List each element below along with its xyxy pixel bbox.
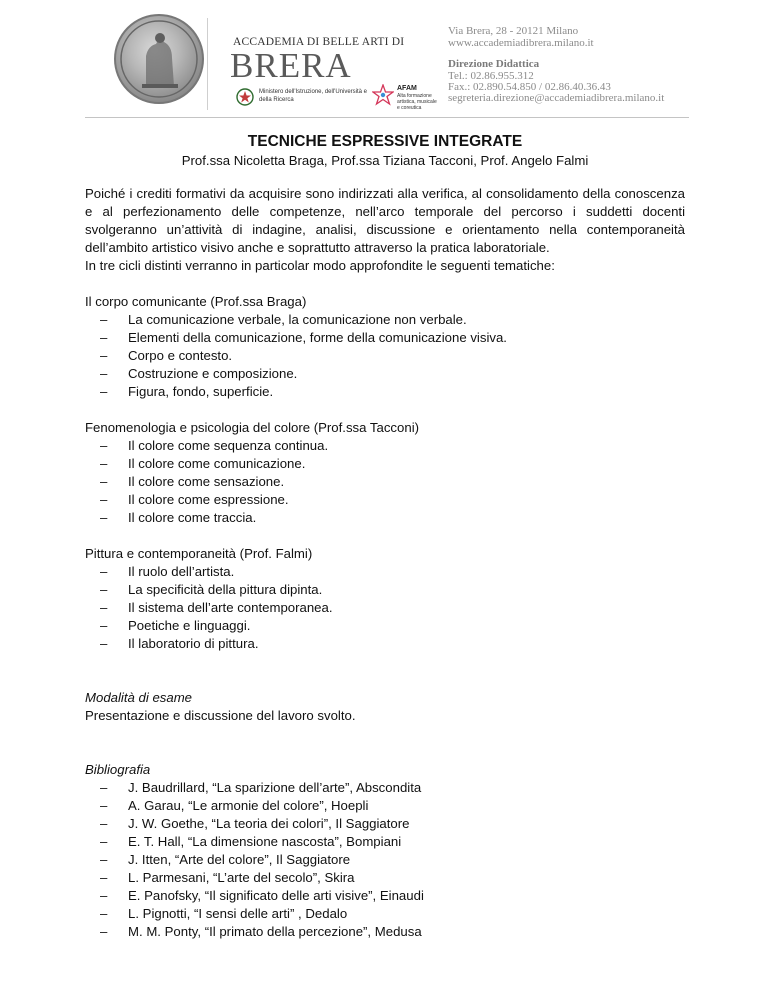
bibliography-item: – E. Panofsky, “Il significato delle arti visive”, Einaudi [85,887,685,905]
section-list [85,437,685,527]
professors-line: Prof.ssa Nicoletta Braga, Prof.ssa Tiziana Tacconi, Prof. Angelo Falmi [181,153,589,168]
bibliography-item: – J. W. Goethe, “La teoria dei colori”, Il Saggiatore [85,815,685,833]
bibliography-item: – L. Parmesani, “L’arte del secolo”, Skira [85,869,685,887]
list-item: – Il colore come traccia. [85,509,685,527]
afam-star-icon [372,84,394,106]
bibliography-item: – J. Baudrillard, “La sparizione dell’arte”, Abscondita [85,779,685,797]
afam-label: AFAM [397,85,417,92]
page-title: TECNICHE ESPRESSIVE INTEGRATE [247,133,523,150]
bibliography-list [85,779,685,941]
header-rule [85,117,689,118]
bibliography-item: – M. M. Ponty, “Il primato della percezione”, Medusa [85,923,685,941]
intro-paragraph-2: In tre cicli distinti verranno in particolar modo approfondite le seguenti tematiche: [85,258,555,273]
section-list [85,563,685,653]
spacer [85,725,685,761]
list-item: – Corpo e contesto. [85,347,685,365]
list-item: – Il laboratorio di pittura. [85,635,685,653]
list-item: – Il ruolo dell’artista. [85,563,685,581]
address: Via Brera, 28 - 20121 Milano [448,25,579,37]
academy-name: BRERA [230,46,352,85]
exam-heading: Modalità di esame [85,690,193,705]
list-item: – Il colore come comunicazione. [85,455,685,473]
list-item: – Il colore come sequenza continua. [85,437,685,455]
email: segreteria.direzione@accademiadibrera.milano.it [448,92,665,104]
academy-seal-logo [114,14,204,104]
bibliography-item: – E. T. Hall, “La dimensione nascosta”, Bompiani [85,833,685,851]
list-item: – Figura, fondo, superficie. [85,383,685,401]
bibliography-item: – A. Garau, “Le armonie del colore”, Hoepli [85,797,685,815]
bibliography-heading: Bibliografia [85,762,151,777]
list-item: – Il colore come espressione. [85,491,685,509]
bibliography-item: – L. Pignotti, “I sensi delle arti” , Dedalo [85,905,685,923]
bibliography-item: – J. Itten, “Arte del colore”, Il Saggiatore [85,851,685,869]
list-item: – Costruzione e composizione. [85,365,685,383]
document-body [85,130,685,959]
phone: Tel.: 02.86.955.312 [448,70,534,82]
list-item: – La comunicazione verbale, la comunicazione non verbale. [85,311,685,329]
section-heading: Fenomenologia e psicologia del colore (Prof.ssa Tacconi) [85,420,420,435]
academy-top-text: ACCADEMIA DI BELLE ARTI DI [233,36,405,48]
section-heading: Pittura e contemporaneità (Prof. Falmi) [85,546,313,561]
afam-subtitle: Alta formazione artistica, musicale e coreutica [397,93,437,111]
section-list [85,311,685,401]
header-divider [207,18,208,110]
exam-text: Presentazione e discussione del lavoro svolto. [85,708,356,723]
list-item: – Il colore come sensazione. [85,473,685,491]
ministry-text: Ministero dell'Istruzione, dell'Università e della Ricerca [259,89,368,103]
list-item: – Poetiche e linguaggi. [85,617,685,635]
list-item: – Elementi della comunicazione, forme della comunicazione visiva. [85,329,685,347]
list-item: – La specificità della pittura dipinta. [85,581,685,599]
website: www.accademiadibrera.milano.it [448,37,594,49]
italian-emblem-icon [236,88,254,106]
section-heading: Il corpo comunicante (Prof.ssa Braga) [85,294,307,309]
list-item: – Il sistema dell’arte contemporanea. [85,599,685,617]
fax: Fax.: 02.890.54.850 / 02.86.40.36.43 [448,81,611,93]
letterhead [0,0,768,118]
intro-paragraph: Poiché i crediti formativi da acquisire sono indirizzati alla verifica, al consolidamento della conoscenza e al perfezionamento delle competenze, nell’arco temporale del percorso i suddetti docenti svolgeranno un’attività di indagine, analisi, discussione e orientamento nella contemporaneità dell’ambito artistico visivo anche e soprattutto attraverso la pratica laboratoriale. [85,186,685,255]
department: Direzione Didattica [448,58,540,70]
